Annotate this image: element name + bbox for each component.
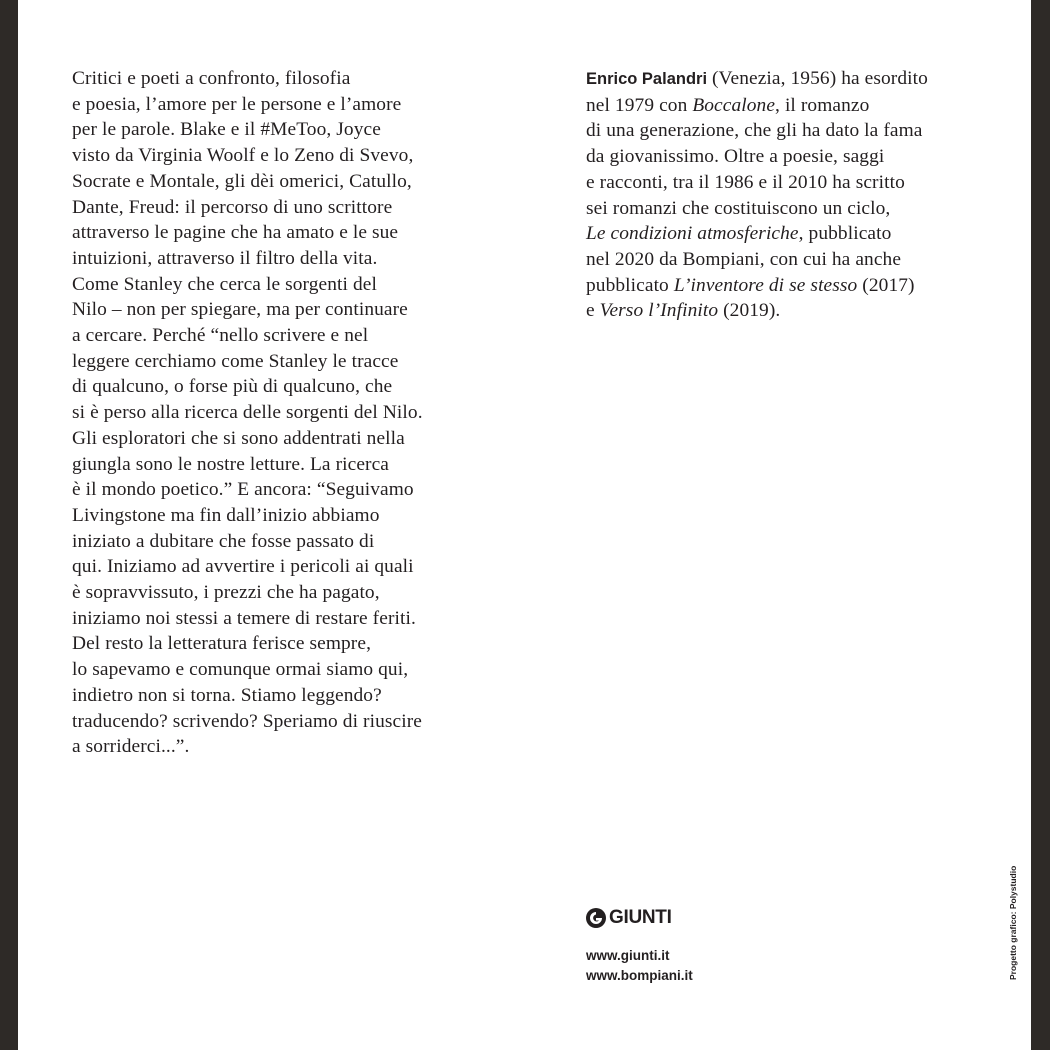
book-title: L’inventore di se stesso bbox=[673, 274, 858, 296]
bio-text: pubblicato bbox=[586, 274, 674, 296]
blurb-line: traducendo? scrivendo? Speriamo di riuscire bbox=[72, 710, 422, 732]
giunti-logo bbox=[585, 907, 672, 929]
blurb-line: Dante, Freud: il percorso di uno scrittore bbox=[72, 196, 393, 218]
blurb-line: Nilo – non per spiegare, ma per continuare bbox=[72, 299, 408, 321]
blurb-line: leggere cerchiamo come Stanley le tracce bbox=[72, 350, 399, 372]
book-title: Boccalone bbox=[692, 94, 776, 116]
blurb-line: giungla sono le nostre letture. La ricerca bbox=[72, 453, 390, 475]
blurb-line: lo sapevamo e comunque ormai siamo qui, bbox=[72, 659, 409, 681]
link-bompiani[interactable]: www.bompiani.it bbox=[586, 968, 693, 983]
bio-line bbox=[586, 273, 986, 299]
blurb-line: si è perso alla ricerca delle sorgenti del Nilo. bbox=[72, 402, 423, 424]
design-credit: Progetto grafico: Polystudio bbox=[1008, 865, 1018, 980]
blurb-line: Del resto la letteratura ferisce sempre, bbox=[72, 633, 372, 655]
blurb-line: è sopravvissuto, i prezzi che ha pagato, bbox=[72, 582, 380, 604]
blurb-line: è il mondo poetico.” E ancora: “Seguivamo bbox=[72, 479, 414, 501]
bio-line: nel 2020 da Bompiani, con cui ha anche bbox=[586, 248, 902, 270]
logo-text: GIUNTI bbox=[609, 907, 672, 928]
giunti-g-icon bbox=[585, 907, 607, 929]
author-bio bbox=[586, 66, 986, 324]
bio-line: sei romanzi che costituiscono un ciclo, bbox=[586, 197, 891, 219]
blurb-line: qui. Iniziamo ad avvertire i pericoli ai quali bbox=[72, 556, 414, 578]
blurb-line: iniziamo noi stessi a temere di restare feriti. bbox=[72, 607, 416, 629]
bio-line bbox=[586, 221, 986, 247]
blurb-line: di qualcuno, o forse più di qualcuno, che bbox=[72, 376, 393, 398]
blurb-line: Gli esploratori che si sono addentrati nella bbox=[72, 427, 405, 449]
blurb-line: a cercare. Perché “nello scrivere e nel bbox=[72, 325, 369, 347]
blurb-line: Socrate e Montale, gli dèi omerici, Catullo, bbox=[72, 170, 412, 192]
blurb-text bbox=[72, 66, 492, 760]
bio-text: , il romanzo bbox=[775, 94, 870, 116]
book-title: Verso l’Infinito bbox=[599, 300, 719, 322]
blurb-line: indietro non si torna. Stiamo leggendo? bbox=[72, 684, 382, 706]
blurb-line: visto da Virginia Woolf e lo Zeno di Svevo, bbox=[72, 145, 414, 167]
back-cover bbox=[18, 0, 1031, 1050]
bio-line bbox=[586, 298, 986, 324]
author-name: Enrico Palandri bbox=[586, 70, 708, 88]
blurb-line: attraverso le pagine che ha amato e le sue bbox=[72, 222, 399, 244]
publisher-links bbox=[586, 946, 693, 986]
bio-text: nel 1979 con bbox=[586, 94, 693, 116]
blurb-line: Critici e poeti a confronto, filosofia bbox=[72, 68, 351, 89]
link-giunti[interactable]: www.giunti.it bbox=[586, 948, 670, 963]
blurb-line: a sorriderci...”. bbox=[72, 736, 190, 758]
blurb-line: e poesia, l’amore per le persone e l’amore bbox=[72, 93, 402, 115]
book-title: Le condizioni atmosferiche bbox=[586, 223, 799, 245]
bio-line bbox=[586, 66, 986, 93]
bio-line: e racconti, tra il 1986 e il 2010 ha scritto bbox=[586, 171, 905, 193]
blurb-line: iniziato a dubitare che fosse passato di bbox=[72, 530, 375, 552]
blurb-line: intuizioni, attraverso il filtro della vita. bbox=[72, 247, 378, 269]
bio-line: da giovanissimo. Oltre a poesie, saggi bbox=[586, 146, 885, 168]
bio-text: (2017) bbox=[857, 274, 915, 296]
bio-line: di una generazione, che gli ha dato la fama bbox=[586, 120, 923, 142]
bio-text: e bbox=[586, 300, 600, 322]
bio-line bbox=[586, 93, 986, 119]
bio-text: , pubblicato bbox=[798, 223, 892, 245]
blurb-line: Livingstone ma fin dall’inizio abbiamo bbox=[72, 504, 380, 526]
bio-text: (Venezia, 1956) ha esordito bbox=[707, 68, 928, 89]
blurb-line: per le parole. Blake e il #MeToo, Joyce bbox=[72, 119, 381, 141]
bio-text: (2019). bbox=[718, 300, 781, 322]
blurb-line: Come Stanley che cerca le sorgenti del bbox=[72, 273, 377, 295]
